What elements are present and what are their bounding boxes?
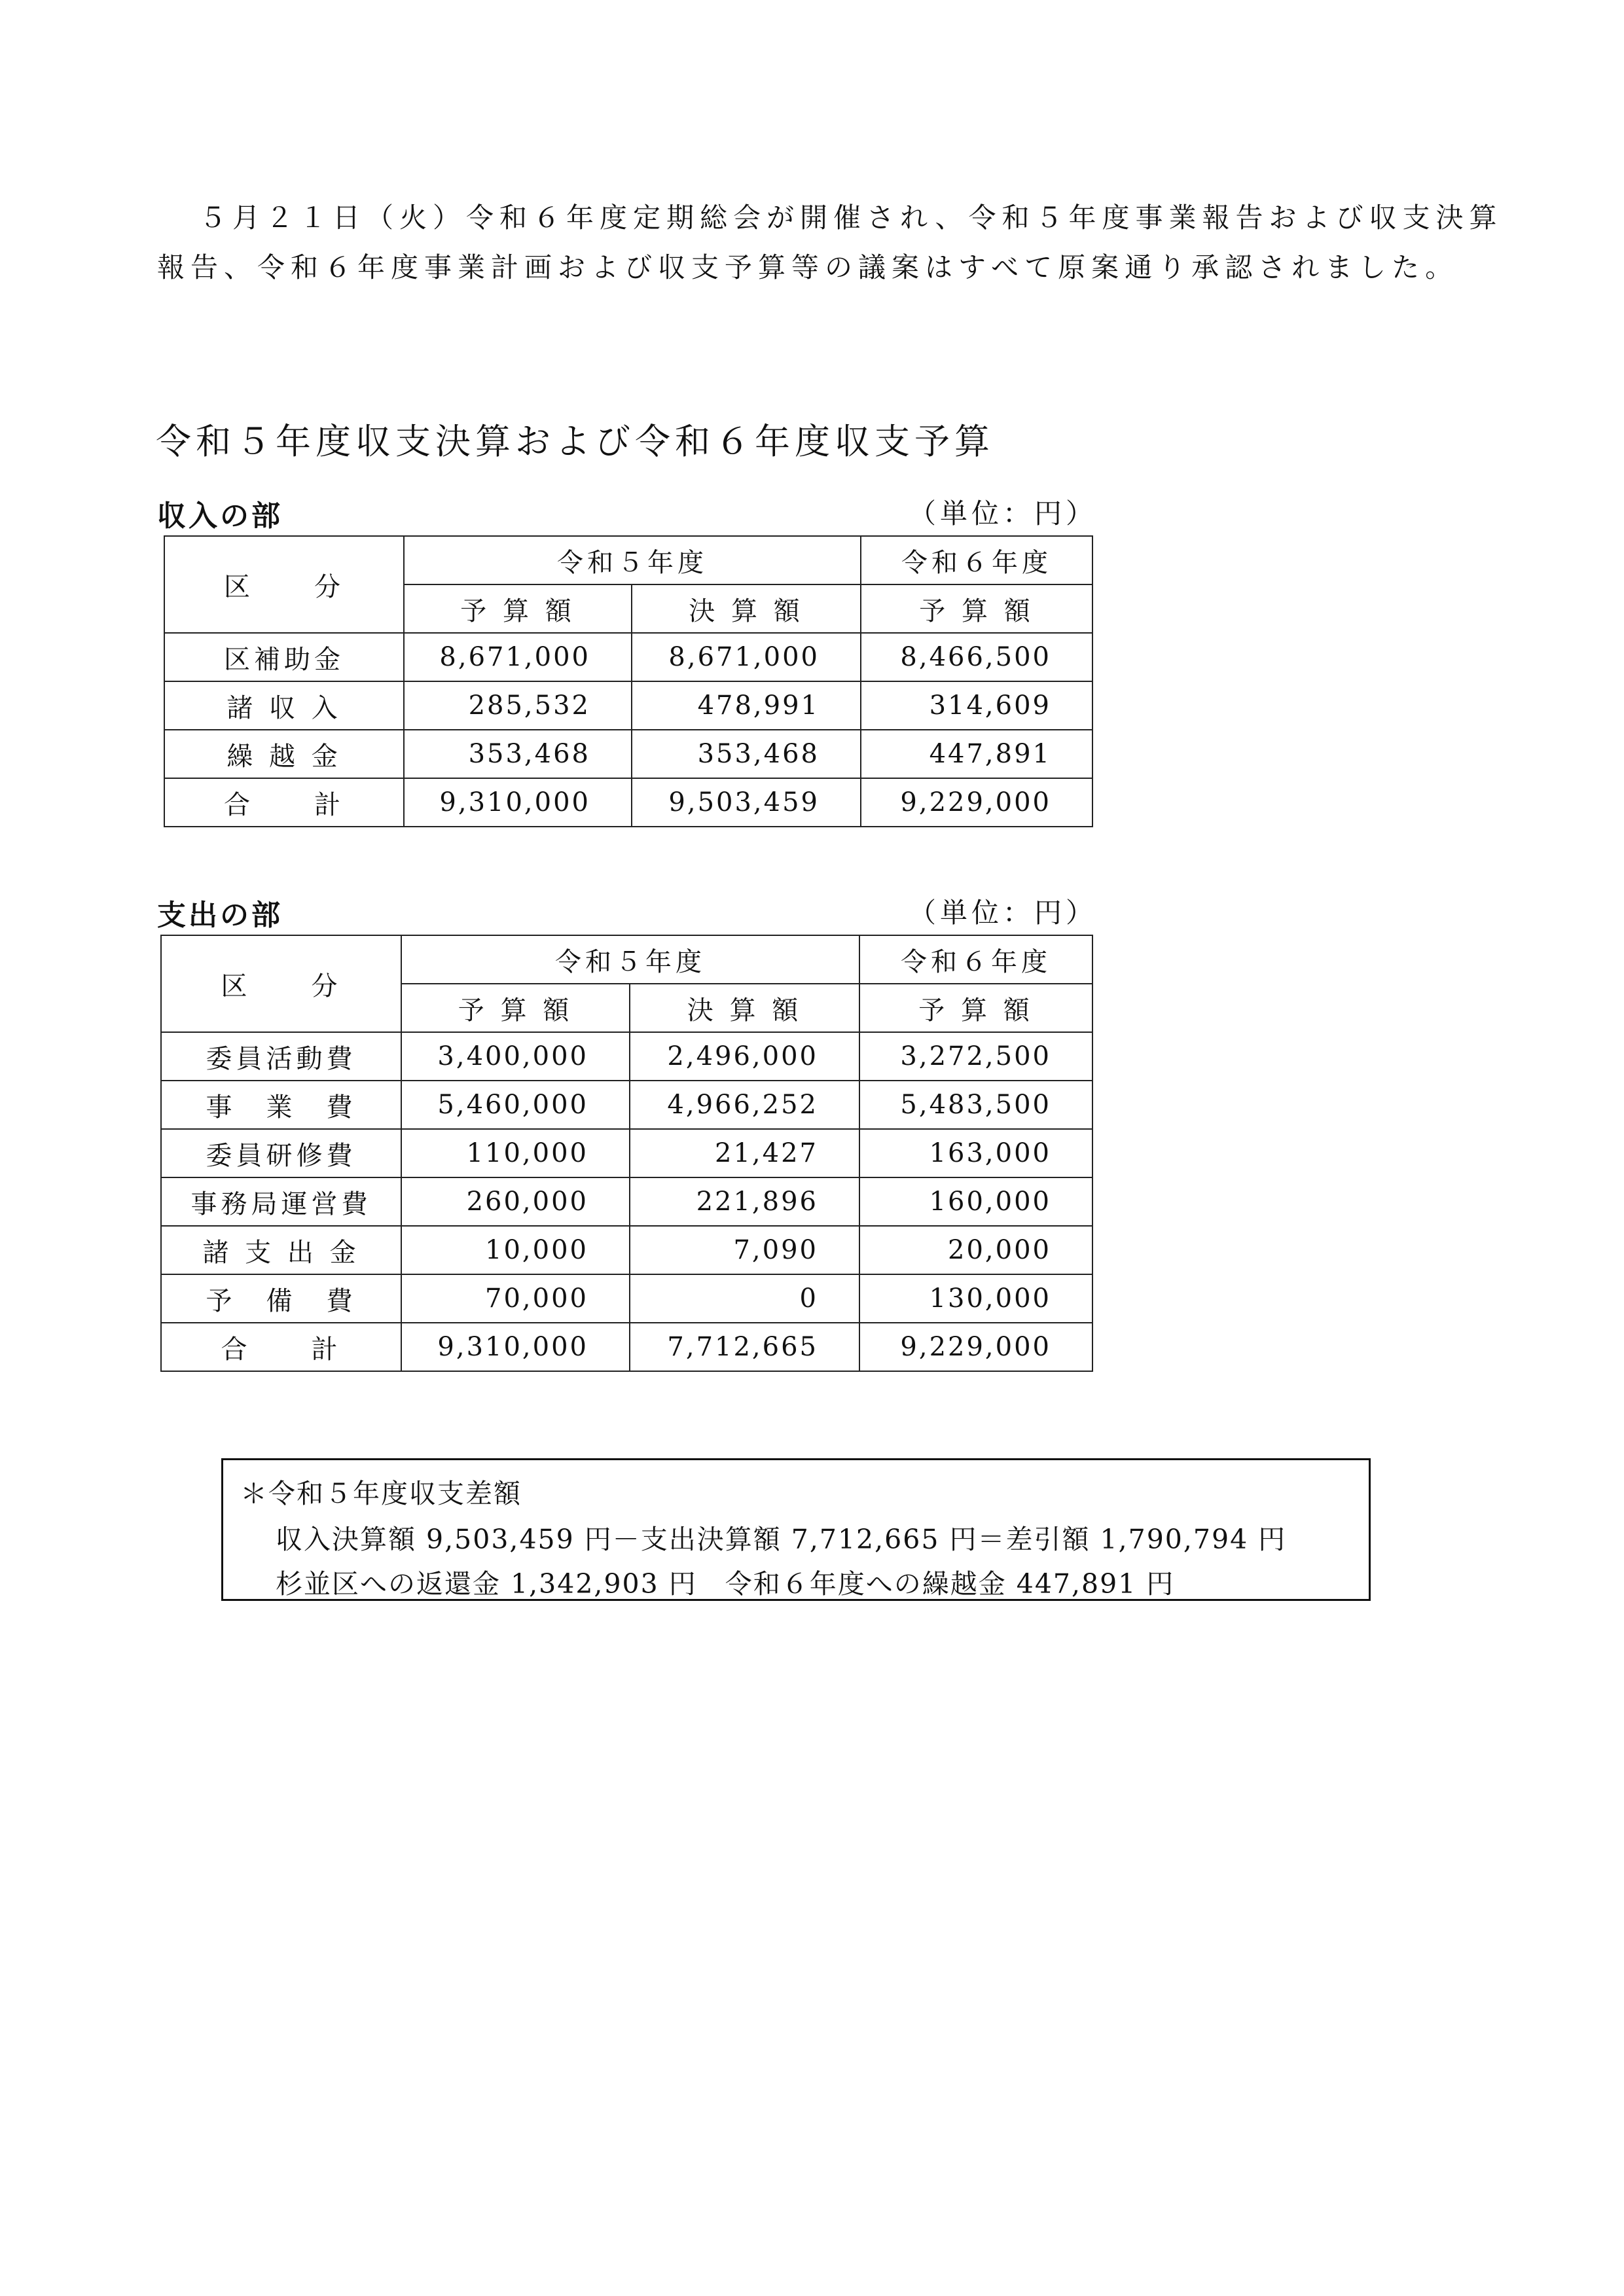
- budget-cell: 10,000: [401, 1226, 630, 1274]
- budget6-cell: 3,272,500: [859, 1032, 1092, 1081]
- row-label: 合 計: [164, 778, 404, 827]
- budget-cell: 5,460,000: [401, 1081, 630, 1129]
- settlement-cell: 7,712,665: [630, 1323, 859, 1371]
- budget6-cell: 8,466,500: [861, 633, 1092, 681]
- table-row: [164, 730, 1092, 778]
- settlement-cell: 9,503,459: [632, 778, 861, 827]
- expense-table: [160, 935, 1093, 1372]
- note-line-2: 杉並区への返還金 1,342,903 円 令和６年度への繰越金 447,891 円: [276, 1568, 1175, 1600]
- note-title: ＊令和５年度収支差額: [240, 1478, 522, 1509]
- page-heading: 令和５年度収支決算および令和６年度収支予算: [156, 421, 994, 462]
- table-row: [161, 1274, 1092, 1323]
- income-unit-label: （単位：円）: [909, 497, 1098, 529]
- category-header: 区 分: [161, 935, 401, 1032]
- table-row: [161, 1177, 1092, 1226]
- row-label: 委員活動費: [161, 1032, 401, 1081]
- balance-note-box: [221, 1458, 1371, 1601]
- settlement-cell: 2,496,000: [630, 1032, 859, 1081]
- budget6-cell: 447,891: [861, 730, 1092, 778]
- intro-paragraph: [157, 193, 1503, 293]
- budget6-cell: 314,609: [861, 681, 1092, 730]
- budget6-header: 予 算 額: [861, 584, 1092, 633]
- budget-cell: 3,400,000: [401, 1032, 630, 1081]
- budget6-cell: 163,000: [859, 1129, 1092, 1177]
- settlement-cell: 21,427: [630, 1129, 859, 1177]
- row-label: 予 備 費: [161, 1274, 401, 1323]
- year6-header: 令和６年度: [861, 536, 1092, 584]
- budget-cell: 9,310,000: [404, 778, 632, 827]
- budget6-cell: 9,229,000: [861, 778, 1092, 827]
- budget-cell: 8,671,000: [404, 633, 632, 681]
- row-label: 諸 収 入: [164, 681, 404, 730]
- header-row: [161, 935, 1092, 984]
- budget-header: 予 算 額: [404, 584, 632, 633]
- row-label: 事 業 費: [161, 1081, 401, 1129]
- table-row: [161, 1323, 1092, 1371]
- budget-cell: 260,000: [401, 1177, 630, 1226]
- budget-cell: 9,310,000: [401, 1323, 630, 1371]
- settlement-cell: 4,966,252: [630, 1081, 859, 1129]
- table-row: [164, 778, 1092, 827]
- settlement-header: 決 算 額: [632, 584, 861, 633]
- settlement-cell: 8,671,000: [632, 633, 861, 681]
- row-label: 区補助金: [164, 633, 404, 681]
- row-label: 諸 支 出 金: [161, 1226, 401, 1274]
- table-row: [161, 1129, 1092, 1177]
- year5-header: 令和５年度: [404, 536, 861, 584]
- budget-cell: 285,532: [404, 681, 632, 730]
- table-row: [164, 681, 1092, 730]
- table-row: [161, 1032, 1092, 1081]
- expense-section-title: 支出の部: [157, 899, 283, 932]
- year5-header: 令和５年度: [401, 935, 859, 984]
- budget6-header: 予 算 額: [859, 984, 1092, 1032]
- budget6-cell: 160,000: [859, 1177, 1092, 1226]
- budget6-cell: 20,000: [859, 1226, 1092, 1274]
- budget6-cell: 5,483,500: [859, 1081, 1092, 1129]
- table-row: [161, 1226, 1092, 1274]
- expense-unit-label: （単位：円）: [909, 897, 1098, 929]
- budget-header: 予 算 額: [401, 984, 630, 1032]
- settlement-cell: 0: [630, 1274, 859, 1323]
- settlement-cell: 353,468: [632, 730, 861, 778]
- income-section-title: 収入の部: [157, 499, 283, 533]
- budget-cell: 110,000: [401, 1129, 630, 1177]
- budget6-cell: 130,000: [859, 1274, 1092, 1323]
- row-label: 委員研修費: [161, 1129, 401, 1177]
- year6-header: 令和６年度: [859, 935, 1092, 984]
- income-table: [164, 535, 1093, 827]
- budget-cell: 353,468: [404, 730, 632, 778]
- row-label: 繰 越 金: [164, 730, 404, 778]
- settlement-cell: 221,896: [630, 1177, 859, 1226]
- header-row: [164, 536, 1092, 584]
- category-header: 区 分: [164, 536, 404, 633]
- intro-line-2: 報告、令和６年度事業計画および収支予算等の議案はすべて原案通り承認されました。: [157, 251, 1459, 283]
- settlement-cell: 7,090: [630, 1226, 859, 1274]
- budget6-cell: 9,229,000: [859, 1323, 1092, 1371]
- note-line-1: 収入決算額 9,503,459 円－支出決算額 7,712,665 円＝差引額 1,790,794 円: [276, 1524, 1287, 1555]
- settlement-header: 決 算 額: [630, 984, 859, 1032]
- table-row: [161, 1081, 1092, 1129]
- settlement-cell: 478,991: [632, 681, 861, 730]
- table-row: [164, 633, 1092, 681]
- budget-cell: 70,000: [401, 1274, 630, 1323]
- intro-line-1: ５月２１日（火）令和６年度定期総会が開催され、令和５年度事業報告および収支決算: [199, 202, 1503, 234]
- row-label: 事務局運営費: [161, 1177, 401, 1226]
- row-label: 合 計: [161, 1323, 401, 1371]
